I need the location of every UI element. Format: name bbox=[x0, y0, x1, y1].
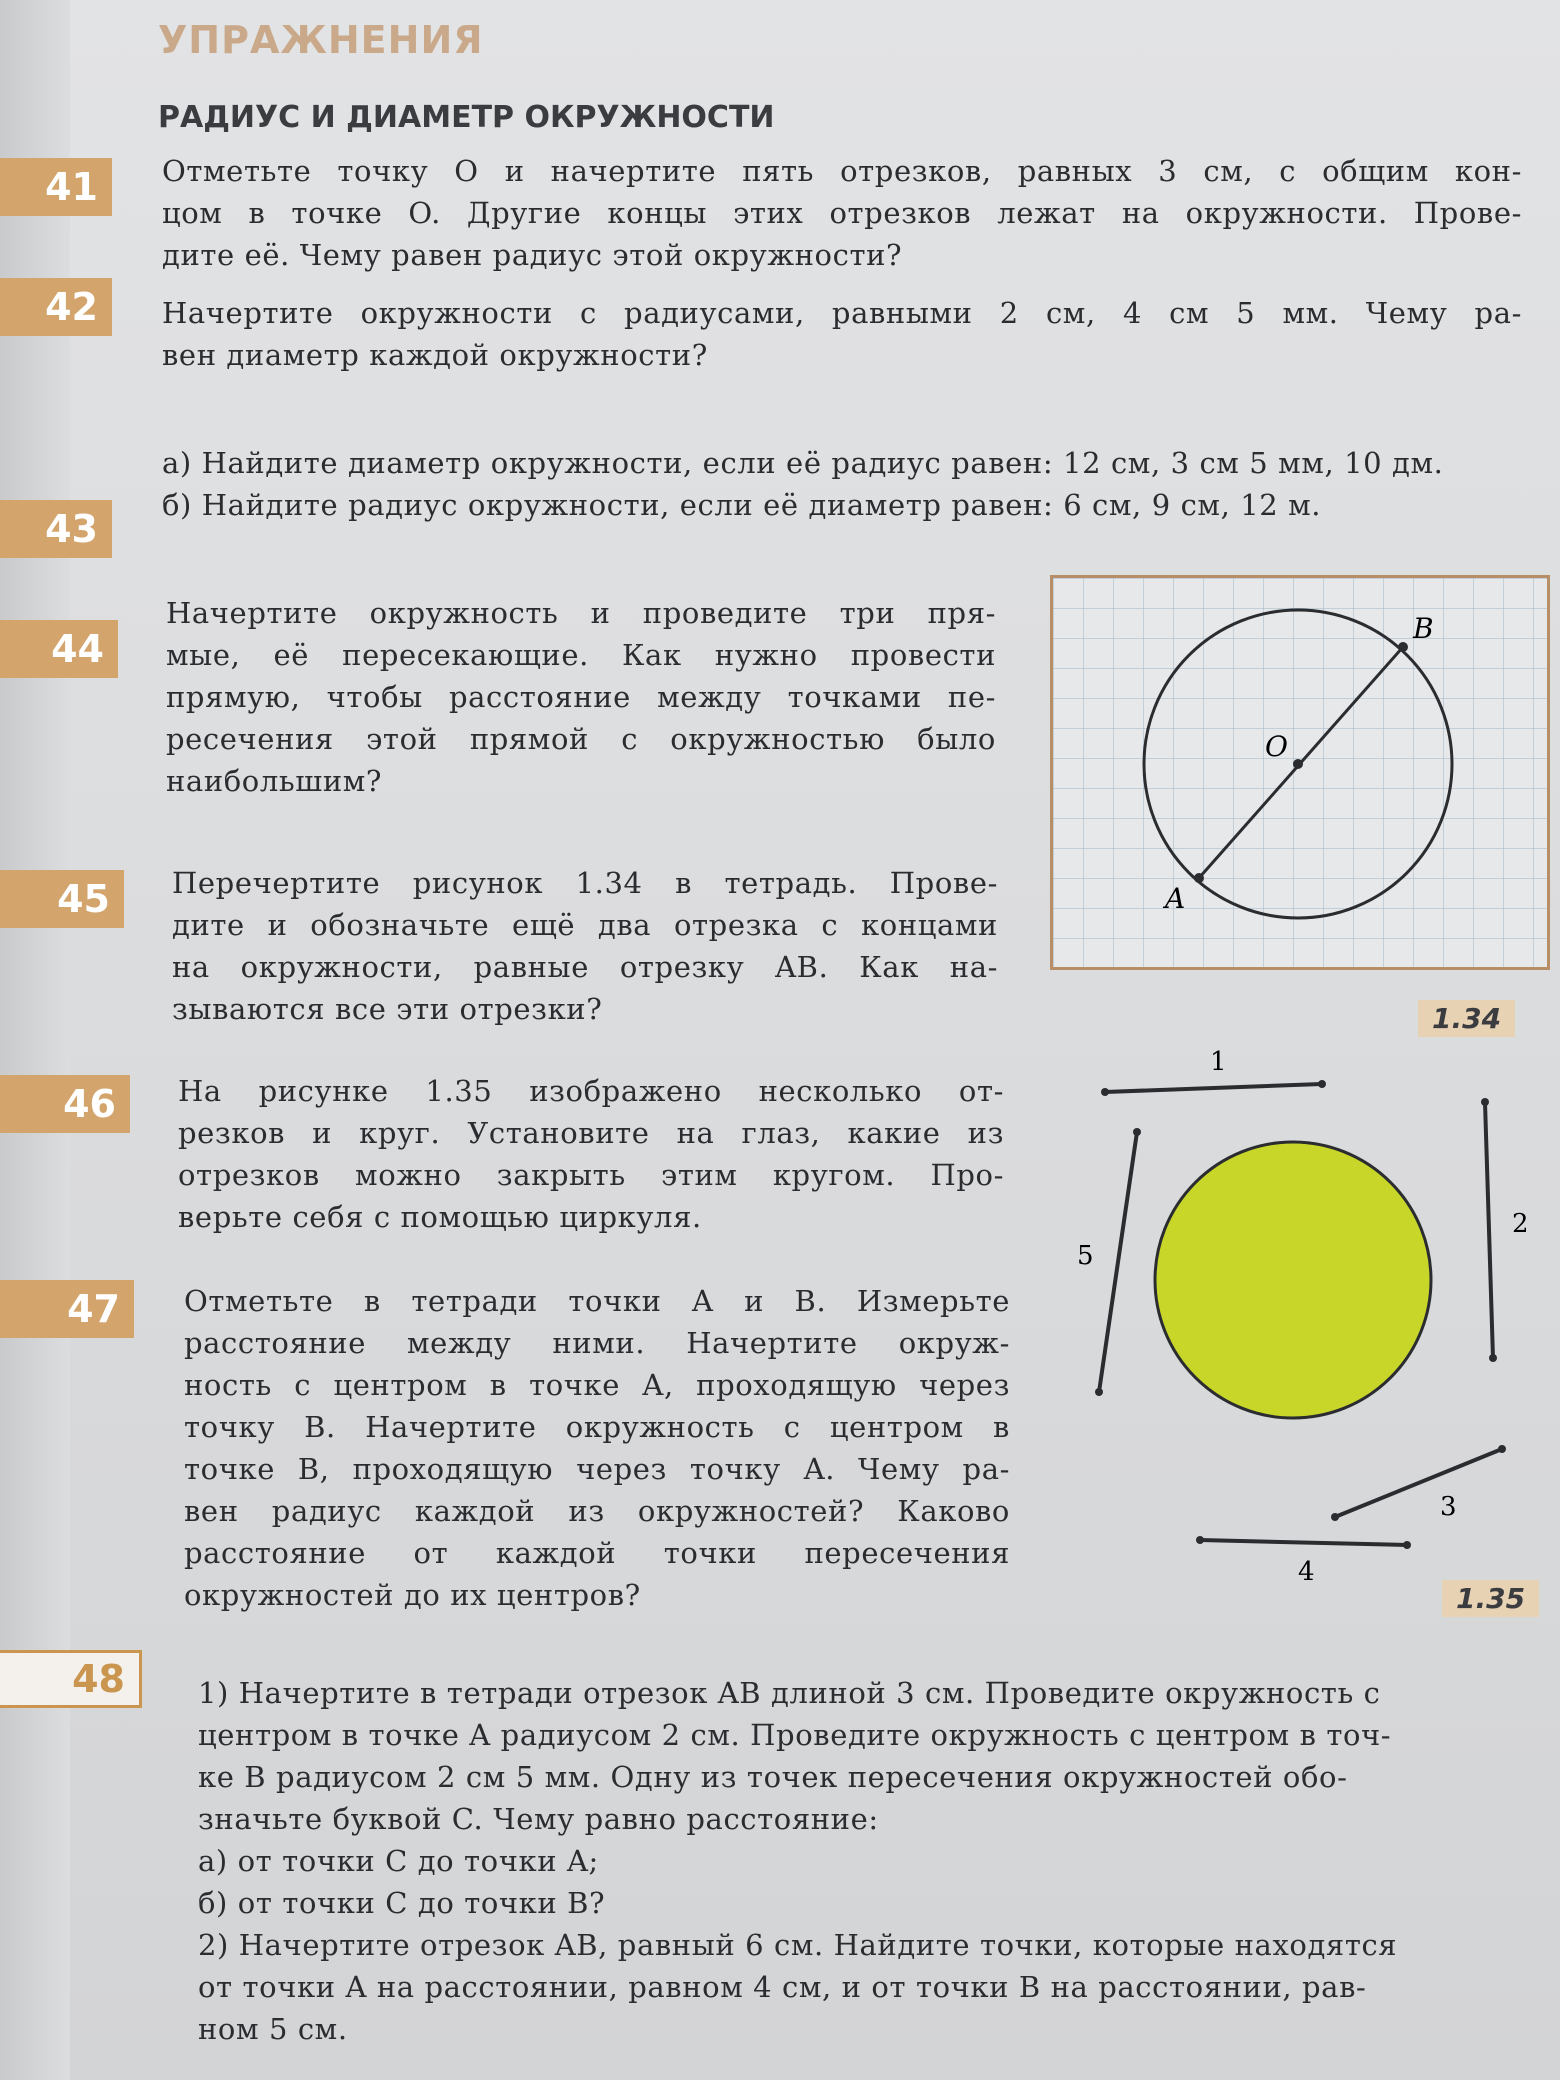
exercise-number-45: 45 bbox=[0, 870, 124, 928]
text-line: верьте себя с помощью циркуля. bbox=[178, 1200, 702, 1234]
text-line: Начертите окружности с радиусами, равными 2 см, 4 см 5 мм. Чему ра- bbox=[162, 296, 1522, 330]
text-line: б) от точки C до точки B? bbox=[198, 1886, 606, 1920]
text-line: вен радиус каждой из окружностей? Каково bbox=[184, 1494, 1010, 1528]
text-line: а) Найдите диаметр окружности, если её радиус равен: 12 см, 3 см 5 мм, 10 дм. bbox=[162, 446, 1444, 480]
exercise-46-text bbox=[178, 1070, 1004, 1238]
topic-heading: РАДИУС И ДИАМЕТР ОКРУЖНОСТИ bbox=[158, 100, 775, 135]
exercise-number-42: 42 bbox=[0, 278, 112, 336]
segment-2-end bbox=[1481, 1098, 1489, 1106]
text-line: Отметьте точку O и начертите пять отрезков, равных 3 см, с общим кон- bbox=[162, 154, 1522, 188]
segment-1-end bbox=[1101, 1088, 1109, 1096]
exercise-47-text bbox=[184, 1280, 1010, 1616]
text-line: резков и круг. Установите на глаз, какие из bbox=[178, 1116, 1004, 1150]
section-heading: УПРАЖНЕНИЯ bbox=[158, 18, 484, 62]
exercise-42-text bbox=[162, 292, 1522, 376]
text-line: б) Найдите радиус окружности, если её диаметр равен: 6 см, 9 см, 12 м. bbox=[162, 488, 1322, 522]
text-line: цом в точке O. Другие концы этих отрезков лежат на окружности. Прове- bbox=[162, 196, 1522, 230]
segment-label-4: 4 bbox=[1298, 1557, 1315, 1587]
text-line: отрезков можно закрыть этим кругом. Про- bbox=[178, 1158, 1004, 1192]
segment-5-end bbox=[1133, 1128, 1141, 1136]
point-b bbox=[1398, 642, 1408, 652]
segment-4-end bbox=[1196, 1536, 1204, 1544]
filled-circle bbox=[1155, 1142, 1431, 1418]
label-a: A bbox=[1165, 882, 1186, 915]
text-line: ресечения этой прямой с окружностью было bbox=[166, 722, 996, 756]
grid-paper bbox=[1053, 578, 1547, 967]
segment-1-end bbox=[1318, 1080, 1326, 1088]
text-line: На рисунке 1.35 изображено несколько от- bbox=[178, 1074, 1004, 1108]
exercise-number-46: 46 bbox=[0, 1075, 130, 1133]
text-line: ке B радиусом 2 см 5 мм. Одну из точек пересечения окружностей обо- bbox=[198, 1760, 1348, 1794]
segment-2 bbox=[1485, 1102, 1493, 1358]
segment-5 bbox=[1099, 1132, 1137, 1392]
figure-1-34 bbox=[1050, 575, 1550, 970]
segment-label-5: 5 bbox=[1077, 1241, 1094, 1271]
segment-2-end bbox=[1489, 1354, 1497, 1362]
exercise-44-text bbox=[166, 592, 996, 802]
segment-label-3: 3 bbox=[1440, 1492, 1457, 1522]
segment-label-1: 1 bbox=[1210, 1047, 1227, 1077]
text-line: значьте буквой C. Чему равно расстояние: bbox=[198, 1802, 879, 1836]
text-line: окружностей до их центров? bbox=[184, 1578, 641, 1612]
exercise-43-text bbox=[162, 442, 1542, 526]
segment-4-end bbox=[1403, 1541, 1411, 1549]
text-line: расстояние между ними. Начертите окруж- bbox=[184, 1326, 1010, 1360]
exercise-number-48: 48 bbox=[0, 1650, 142, 1708]
text-line: а) от точки C до точки A; bbox=[198, 1844, 599, 1878]
text-line: Начертите окружность и проведите три пря- bbox=[166, 596, 996, 630]
text-line: центром в точке A радиусом 2 см. Проведите окружность с центром в точ- bbox=[198, 1718, 1392, 1752]
text-line: ность с центром в точке A, проходящую через bbox=[184, 1368, 1010, 1402]
text-line: ном 5 см. bbox=[198, 2012, 348, 2046]
text-line: на окружности, равные отрезку AB. Как на- bbox=[172, 950, 998, 984]
text-line: мые, её пересекающие. Как нужно провести bbox=[166, 638, 996, 672]
segment-3-end bbox=[1498, 1445, 1506, 1453]
text-line: Отметьте в тетради точки A и B. Измерьте bbox=[184, 1284, 1010, 1318]
text-line: точке B, проходящую через точку A. Чему ра- bbox=[184, 1452, 1010, 1486]
text-line: вен диаметр каждой окружности? bbox=[162, 338, 708, 372]
exercise-number-41: 41 bbox=[0, 158, 112, 216]
text-line: дите и обозначьте ещё два отрезка с концами bbox=[172, 908, 998, 942]
segment-4 bbox=[1200, 1540, 1407, 1545]
center-point bbox=[1293, 759, 1303, 769]
segment-label-2: 2 bbox=[1512, 1209, 1529, 1239]
figure-label-1-34: 1.34 bbox=[1418, 1000, 1515, 1037]
exercise-number-44: 44 bbox=[0, 620, 118, 678]
figure-label-1-35: 1.35 bbox=[1442, 1580, 1539, 1617]
label-b: B bbox=[1413, 612, 1434, 645]
text-line: от точки A на расстоянии, равном 4 см, и от точки B на расстоянии, рав- bbox=[198, 1970, 1367, 2004]
text-line: зываются все эти отрезки? bbox=[172, 992, 603, 1026]
figure-1-34-drawing bbox=[1053, 578, 1547, 967]
segment-5-end bbox=[1095, 1388, 1103, 1396]
text-line: дите её. Чему равен радиус этой окружности? bbox=[162, 238, 903, 272]
text-line: точку B. Начертите окружность с центром в bbox=[184, 1410, 1010, 1444]
exercise-number-43: 43 bbox=[0, 500, 112, 558]
segment-1 bbox=[1105, 1084, 1322, 1092]
exercise-41-text bbox=[162, 150, 1522, 276]
exercise-48-text bbox=[198, 1672, 1560, 2050]
text-line: 2) Начертите отрезок AB, равный 6 см. Найдите точки, которые находятся bbox=[198, 1928, 1398, 1962]
text-line: 1) Начертите в тетради отрезок AB длиной 3 см. Проведите окружность с bbox=[198, 1676, 1381, 1710]
segment-3-end bbox=[1331, 1513, 1339, 1521]
point-a bbox=[1194, 873, 1204, 883]
exercise-45-text bbox=[172, 862, 998, 1030]
text-line: расстояние от каждой точки пересечения bbox=[184, 1536, 1010, 1570]
exercise-number-47: 47 bbox=[0, 1280, 134, 1338]
segment-3 bbox=[1335, 1449, 1502, 1517]
text-line: прямую, чтобы расстояние между точками пе- bbox=[166, 680, 996, 714]
text-line: Перечертите рисунок 1.34 в тетрадь. Прове- bbox=[172, 866, 998, 900]
text-line: наибольшим? bbox=[166, 764, 383, 798]
label-o: O bbox=[1265, 730, 1288, 763]
figure-1-35 bbox=[1060, 1040, 1560, 1600]
